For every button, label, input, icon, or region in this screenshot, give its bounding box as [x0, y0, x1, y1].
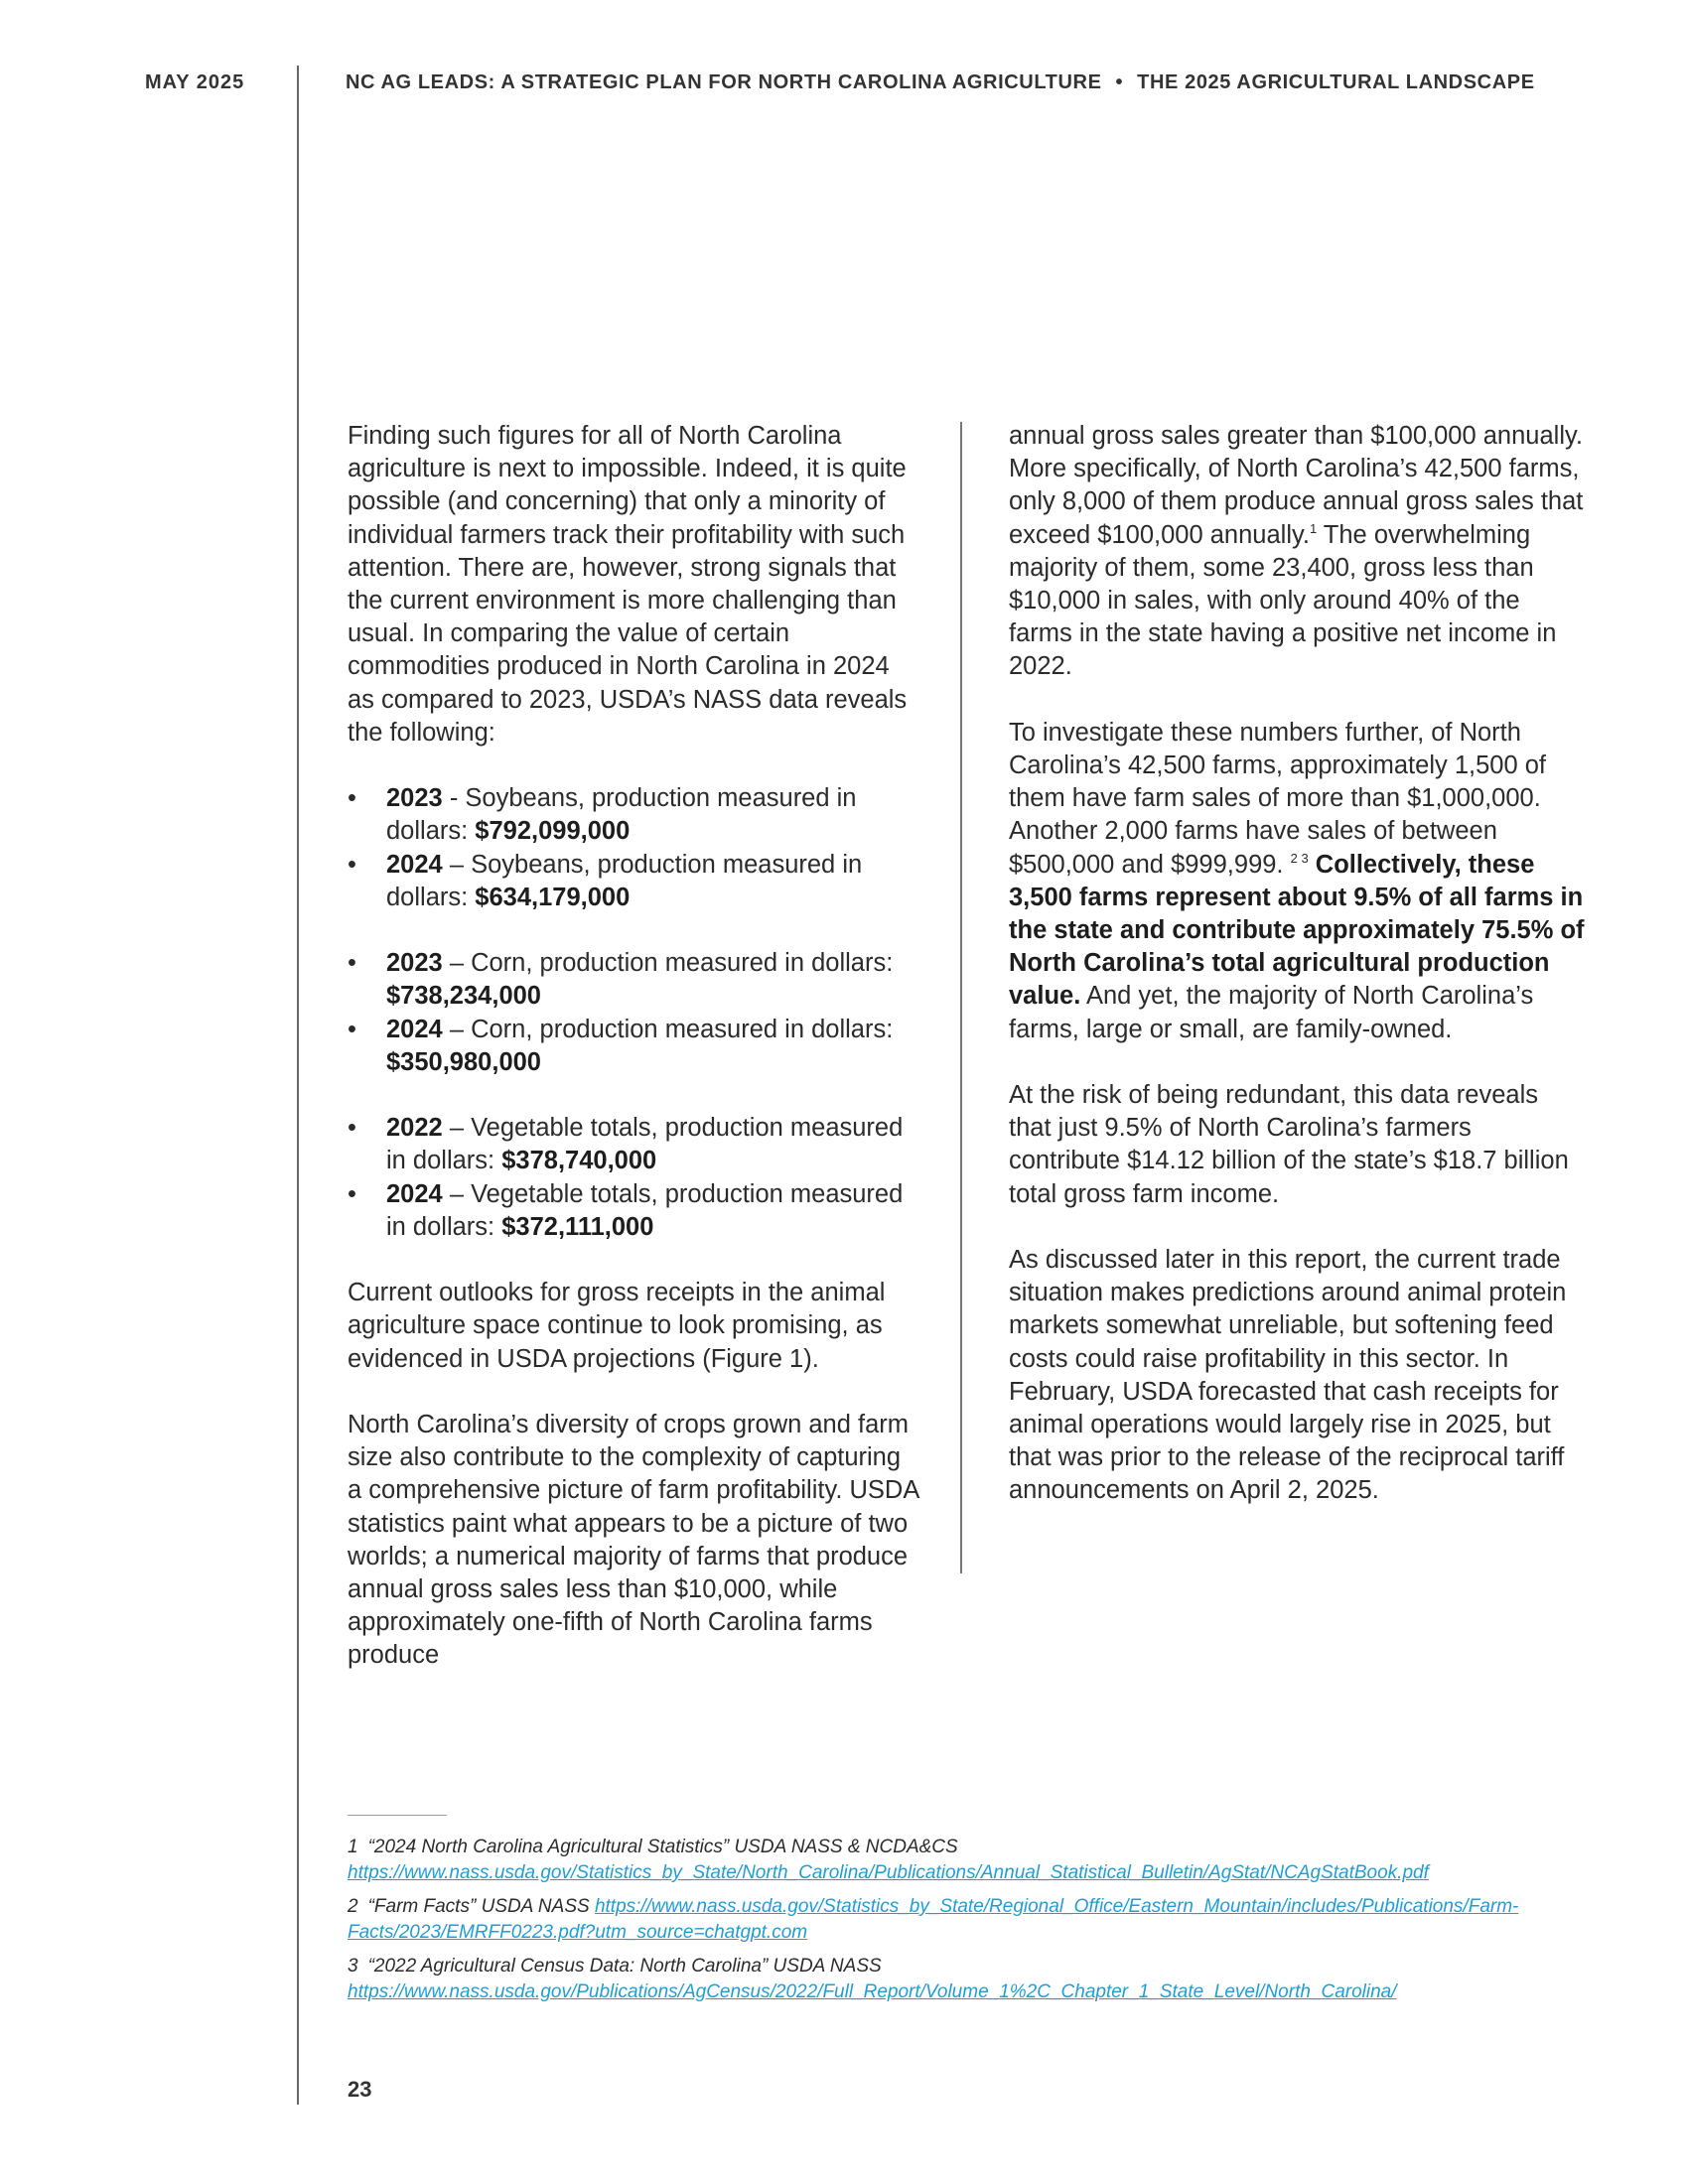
investigate-text-a: To investigate these numbers further, of North Carolina’s 42,500 farms, approximately 1,500 of them have farm sales of more than $1,000,000. Another 2,000 farms have sales of between $500,000 and $999,999.	[1009, 718, 1546, 879]
header-title: NC AG LEADS: A STRATEGIC PLAN FOR NORTH CAROLINA AGRICULTURE	[346, 71, 1102, 93]
footnote-link[interactable]: https://www.nass.usda.gov/Statistics_by_State/Regional_Office/Eastern_Mountain/includes/Publications/Farm-Facts/2023/EMRFF0223.pdf?utm_source=chatgpt.com	[348, 1896, 1519, 1943]
bullet-text: – Corn, production measured in dollars:	[442, 949, 894, 978]
bullet-value: $350,980,000	[386, 1047, 541, 1076]
bullet-list	[348, 947, 918, 1079]
bullet-year: 2024	[386, 850, 443, 879]
header-separator: •	[1115, 71, 1124, 93]
bullet-list	[348, 1112, 918, 1244]
investigate-text-b: And yet, the majority of North Carolina’s farms, large or small, are family-owned.	[1009, 982, 1534, 1043]
bullet-item	[348, 1112, 918, 1177]
left-column	[348, 420, 918, 1706]
footnotes	[348, 1835, 1618, 2013]
bullet-text: – Corn, production measured in dollars:	[442, 1015, 894, 1043]
investigate-paragraph	[1009, 717, 1585, 1046]
outlook-paragraph: Current outlooks for gross receipts in the animal agriculture space continue to look promising, as evidenced in USDA projections (Figure 1).	[348, 1279, 886, 1373]
sales-text-b: The overwhelming majority of them, some 23,400, gross less than $10,000 in sales, with only around 40% of the farms in the state having a positive net income in 2022.	[1009, 520, 1557, 681]
bullet-text: – Vegetable totals, production measured in dollars:	[386, 1179, 904, 1241]
footnote-text: “2024 North Carolina Agricultural Statistics” USDA NASS & NCDA&CS	[367, 1837, 958, 1857]
bullet-item	[348, 849, 918, 914]
bullet-value: $634,179,000	[475, 883, 631, 911]
bullet-value: $378,740,000	[501, 1147, 657, 1175]
bullet-icon: •	[348, 850, 356, 879]
bullet-text: - Soybeans, production measured in dollars:	[386, 784, 857, 846]
footnote	[348, 1835, 1618, 1886]
right-column	[1009, 420, 1585, 1541]
footnote	[348, 1954, 1618, 2005]
bullet-year: 2022	[386, 1114, 443, 1143]
bullet-year: 2024	[386, 1015, 443, 1043]
bullet-value: $372,111,000	[501, 1212, 654, 1241]
sales-paragraph	[1009, 420, 1585, 684]
footnote-number: 1	[348, 1837, 358, 1857]
header-date: MAY 2025	[145, 71, 245, 93]
footnote-ref-1[interactable]: 1	[1309, 520, 1318, 536]
bullet-item	[348, 947, 918, 1013]
header-section: THE 2025 AGRICULTURAL LANDSCAPE	[1137, 71, 1535, 93]
bullet-icon: •	[348, 1179, 356, 1208]
redundant-paragraph: At the risk of being redundant, this data reveals that just 9.5% of North Carolina’s farmers contribute $14.12 billion of the state’s $18.7 billion total gross farm income.	[1009, 1081, 1569, 1208]
bullet-icon: •	[348, 784, 356, 813]
bullet-groups	[348, 782, 918, 1244]
intro-paragraph: Finding such figures for all of North Carolina agriculture is next to impossible. Indeed, it is quite possible (and concerning) that only a minority of individual farmers track their profitability with such attention. There are, however, strong signals that the current environment is more challenging than usual. In comparing the value of certain commodities produced in North Carolina in 2024 as compared to 2023, USDA’s NASS data reveals the following:	[348, 422, 908, 747]
left-margin-rule	[297, 66, 299, 2105]
footnote-text: “Farm Facts” USDA NASS	[367, 1896, 595, 1917]
bullet-year: 2023	[386, 784, 443, 813]
bullet-icon: •	[348, 1015, 356, 1043]
investigate-bold: Collectively, these 3,500 farms represent about 9.5% of all farms in the state and contribute approximately 75.5% of North Carolina’s total agricultural production value.	[1009, 850, 1585, 1011]
footnote-ref-2-3[interactable]: 2 3	[1290, 850, 1309, 866]
bullet-item	[348, 782, 918, 848]
trade-paragraph: As discussed later in this report, the current trade situation makes predictions around animal protein markets somewhat unreliable, but softening feed costs could raise profitability in this sector. In February, USDA forecasted that cash receipts for animal operations would largely rise in 2025, but that was prior to the release of the reciprocal tariff announcements on April 2, 2025.	[1009, 1246, 1567, 1505]
diversity-paragraph: North Carolina’s diversity of crops grown and farm size also contribute to the complexity of capturing a comprehensive picture of farm profitability. USDA statistics paint what appears to be a picture of two worlds; a numerical majority of farms that produce annual gross sales less than $10,000, while approximately one-fifth of North Carolina farms produce	[348, 1411, 918, 1670]
bullet-list	[348, 782, 918, 914]
footnote-text: “2022 Agricultural Census Data: North Carolina” USDA NASS	[367, 1956, 882, 1977]
page-number: 23	[348, 2077, 372, 2102]
bullet-icon: •	[348, 949, 356, 978]
bullet-text: – Vegetable totals, production measured in dollars:	[386, 1114, 904, 1175]
bullet-year: 2023	[386, 949, 443, 978]
footnote-link[interactable]: https://www.nass.usda.gov/Statistics_by_State/North_Carolina/Publications/Annual_Statistical_Bulletin/AgStat/NCAgStatBook.pdf	[348, 1862, 1429, 1883]
footnote-number: 2	[348, 1896, 358, 1917]
bullet-item	[348, 1178, 918, 1244]
bullet-value: $738,234,000	[386, 982, 541, 1011]
footnote-number: 3	[348, 1956, 358, 1977]
column-divider	[960, 422, 962, 1573]
footnote-link[interactable]: https://www.nass.usda.gov/Publications/AgCensus/2022/Full_Report/Volume_1%2C_Chapter_1_State_Level/North_Carolina/	[348, 1981, 1397, 2002]
footnote	[348, 1894, 1618, 1946]
bullet-value: $792,099,000	[475, 817, 631, 846]
bullet-icon: •	[348, 1114, 356, 1143]
bullet-item	[348, 1014, 918, 1079]
bullet-text: – Soybeans, production measured in dollars:	[386, 850, 863, 911]
bullet-year: 2024	[386, 1179, 443, 1208]
header-title-line	[346, 71, 1656, 94]
footnote-rule	[348, 1815, 447, 1816]
sales-text-a: annual gross sales greater than $100,000 annually. More specifically, of North Carolina’s 42,500 farms, only 8,000 of them produce annual gross sales that exceed $100,000 annually.	[1009, 422, 1584, 549]
